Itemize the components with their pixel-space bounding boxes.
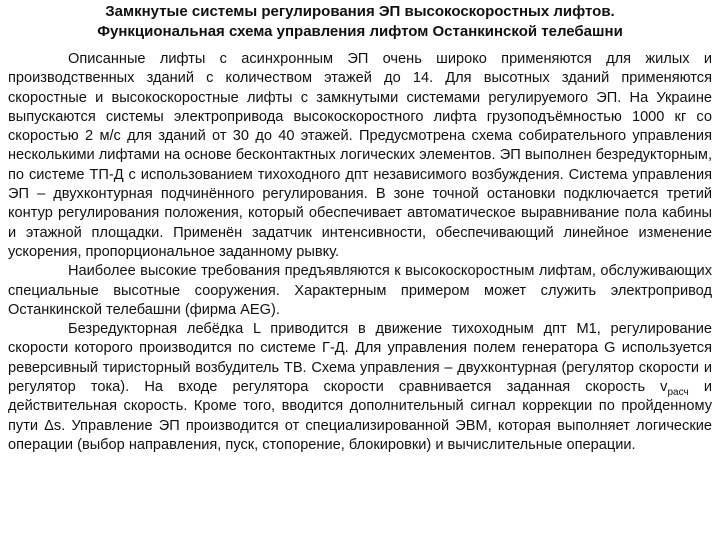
paragraph-3-text-a: Безредукторная лебёдка L приводится в движение тихоходным дпт М1, регулирование скорости которого производится по системе Г-Д. Для управления полем генератора G используется реверсивный тиристорный возбудитель TB. Схема управления – двухконтурная (регулятор скорости и регулятор тока). На входе регулятора скорости сравнивается заданная скорость v: [8, 321, 712, 396]
paragraph-3-text-b: и действительная скорость. Кроме того, вводится дополнительный сигнал коррекции по пройденному пути Δs. Управление ЭП производится от специализированной ЭВМ, которая выполняет логические операции (выбор направления, пуск, стопорение, блокировки) и вычислительные операции.: [8, 379, 712, 453]
paragraph-1-text: Описанные лифты с асинхронным ЭП очень широко применяются для жилых и производственных зданий с количеством этажей до 14. Для высотных зданий применяются скоростные и высокоскоростные лифты с замкнутыми системами регулируемого ЭП. На Украине выпускаются системы электропривода высокоскоростного лифта грузоподъёмностью 1000 кг со скоростью 2 м/с для зданий от 30 до 40 этажей. Предусмотрена схема собирательного управления несколькими лифтами на основе бесконтактных логических элементов. ЭП выполнен безредукторным, по системе ТП-Д с использованием тихоходного дпт независимого возбуждения. Система управления ЭП – двухконтурная подчинённого регулирования. В зоне точной остановки подключается третий контур регулирования положения, который обеспечивает автоматическое выравнивание пола кабины и этажной площадки. Применён задатчик интенсивности, обеспечивающий линейное изменение ускорения, пропорциональное заданному рывку.: [8, 51, 712, 260]
paragraph-2-text: Наиболее высокие требования предъявляются к высокоскоростным лифтам, обслуживающих специальные высотные сооружения. Характерным примером может служить электропривод Останкинской телебашни (фирма AEG).: [8, 263, 712, 318]
velocity-subscript: расч: [667, 386, 689, 398]
paragraph-2: [8, 262, 712, 320]
paragraph-3: [8, 320, 712, 455]
paragraph-1: [8, 50, 712, 262]
document-title: [8, 2, 712, 42]
title-line-1: Замкнутые системы регулирования ЭП высокоскоростных лифтов.: [105, 3, 615, 20]
title-line-2: Функциональная схема управления лифтом Останкинской телебашни: [97, 23, 623, 40]
